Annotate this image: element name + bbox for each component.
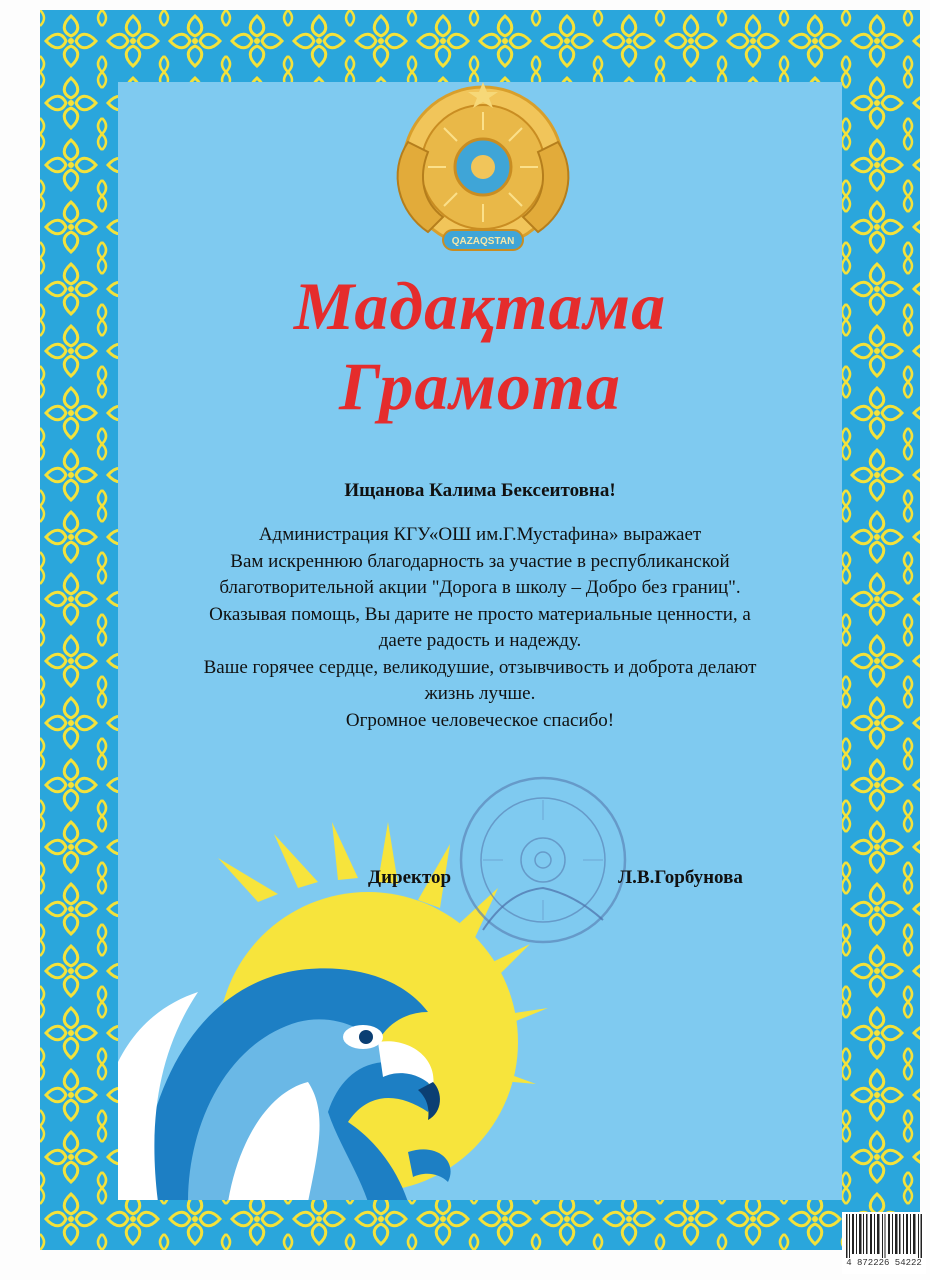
message-line: жизнь лучше. <box>424 683 536 704</box>
message-line: благотворительной акции "Дорога в школу – Добро без границ". <box>219 577 741 598</box>
message-line: Вам искреннюю благодарность за участие в республиканской <box>230 550 730 572</box>
signatory-name: Л.В.Горбунова <box>618 867 743 888</box>
message-line: Огромное человеческое спасибо! <box>345 709 615 731</box>
recipient-name: Ищанова Калима Бексеитовна! <box>344 480 616 501</box>
title-russian: Грамота <box>339 348 621 424</box>
certificate-panel <box>118 82 842 1200</box>
message-body <box>158 522 802 734</box>
message-line: даете радость и надежду. <box>378 630 582 651</box>
message-line: Администрация КГУ«ОШ им.Г.Мустафина» выражает <box>258 524 702 545</box>
ornamental-border <box>40 10 920 1250</box>
signatory-role: Директор <box>368 867 452 888</box>
message-line: Ваше горячее сердце, великодушие, отзывчивость и доброта делают <box>203 656 757 678</box>
official-seal <box>453 770 633 950</box>
message-line: Оказывая помощь, Вы дарите не просто материальные ценности, а <box>209 603 751 625</box>
coat-of-arms-emblem <box>368 82 598 262</box>
emblem-caption: QAZAQSTAN <box>451 236 515 247</box>
barcode-number: 4 872226 54222 <box>846 1258 922 1268</box>
barcode-bars <box>846 1214 922 1258</box>
title-kazakh: Мадақтама <box>293 268 667 344</box>
barcode <box>842 1212 926 1274</box>
